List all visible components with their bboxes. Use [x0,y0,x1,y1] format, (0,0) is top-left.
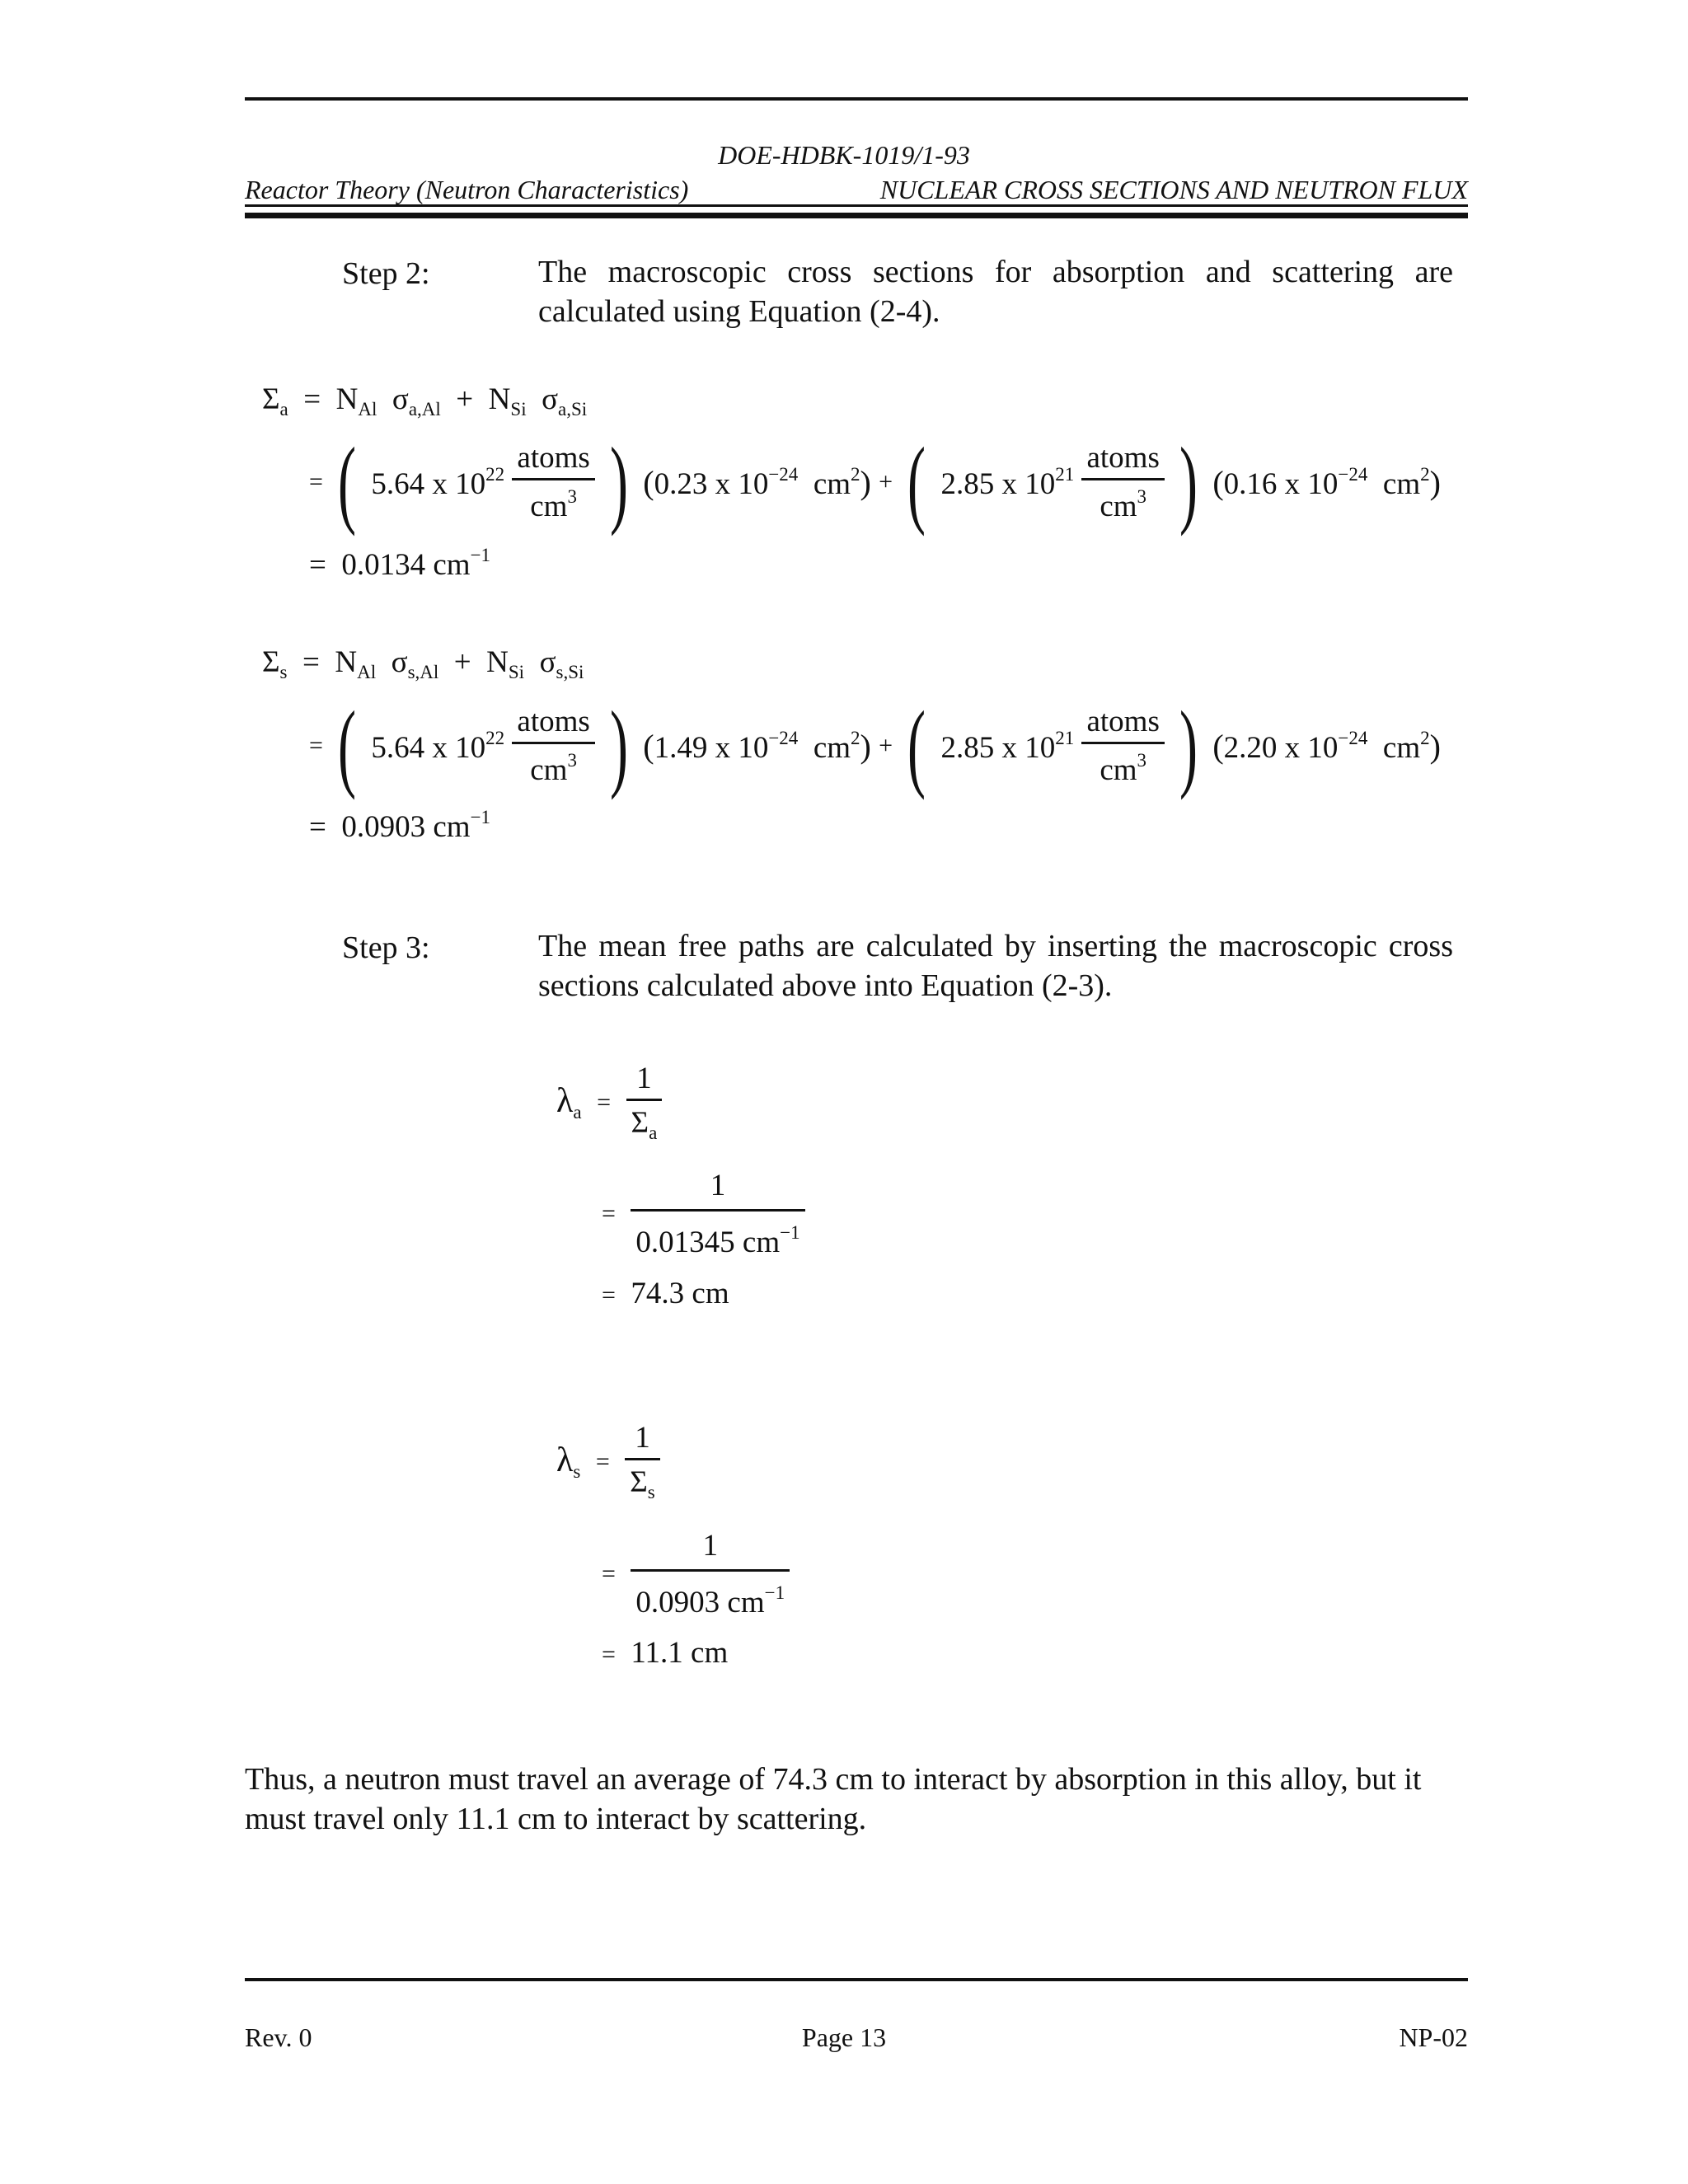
header-bottom-rule-thin [245,204,1468,207]
header-top-rule [245,97,1468,101]
sigma-a-substitution: = ( 5.64 x $10^{22}$ $\frac{\text{atoms}}{cm^3}$ ) (0.23 x $10^{-24}$ $cm^2$) + ( 2.85 x $10^{21}$ $\frac{\text{atoms}}{cm^3}$ ) (0.16 x $10^{-24}$ $cm^2$) [309,427,1441,537]
sigma-a-definition: $\Sigma_a = N_{Al}$ $\sigma_{a,Al} + N_{Si}$ $\sigma_{a,Si}$ [262,382,588,419]
sigma-s-definition: $\Sigma_s = N_{Al}$ $\sigma_{s,Al} + N_{Si}$ $\sigma_{s,Si}$ [262,645,584,682]
footer-revision: Rev. 0 [245,2022,312,2052]
step2-label: Step 2: [342,256,430,291]
step3-text: The mean free paths are calculated by inserting the macroscopic cross sections calculated above into Equation (2-3). [538,929,1453,1003]
sigma-a-result: = 0.0134 $cm^{-1}$ [309,545,491,582]
lambda-a-result: = 74.3 cm [602,1277,729,1310]
lambda-a-substitution: = $\frac{1}{0.01345 cm^{-1}}$ [602,1170,805,1258]
lambda-s-result: = 11.1 cm [602,1636,729,1670]
sigma-s-substitution: = ( 5.64 x $10^{22}$ $\frac{\text{atoms}}{cm^3}$ ) (1.49 x $10^{-24}$ $cm^2$) + ( 2.85 x $10^{21}$ $\frac{\text{atoms}}{cm^3}$ ) (2.20 x $10^{-24}$ $cm^2$) [309,691,1441,800]
footer-page-number: Page 13 [801,2022,887,2052]
header-right-title: NUCLEAR CROSS SECTIONS AND NEUTRON FLUX [879,175,1468,204]
lambda-s-definition: $\lambda_s$ = $\frac{1}{\Sigma_s}$ [556,1422,660,1502]
footer-document-code: NP-02 [1399,2022,1468,2052]
document-id: DOE-HDBK-1019/1-93 [718,140,970,170]
sigma-s-result: = 0.0903 $cm^{-1}$ [309,807,491,844]
conclusion-paragraph: Thus, a neutron must travel an average of 74.3 cm to interact by absorption in this alloy, but it must travel only 11.1 cm to interact by scattering. [245,1762,1422,1836]
step3-label: Step 3: [342,930,430,965]
footer-rule [245,1978,1468,1981]
header-left-title: Reactor Theory (Neutron Characteristics) [245,175,689,204]
step2-text: The macroscopic cross sections for absorption and scattering are calculated using Equation (2-4). [538,255,1453,329]
lambda-s-substitution: = $\frac{1}{0.0903 cm^{-1}}$ [602,1530,790,1618]
header-bottom-rule-thick [245,213,1468,218]
lambda-a-definition: $\lambda_a$ = $\frac{1}{\Sigma_a}$ [556,1063,662,1142]
